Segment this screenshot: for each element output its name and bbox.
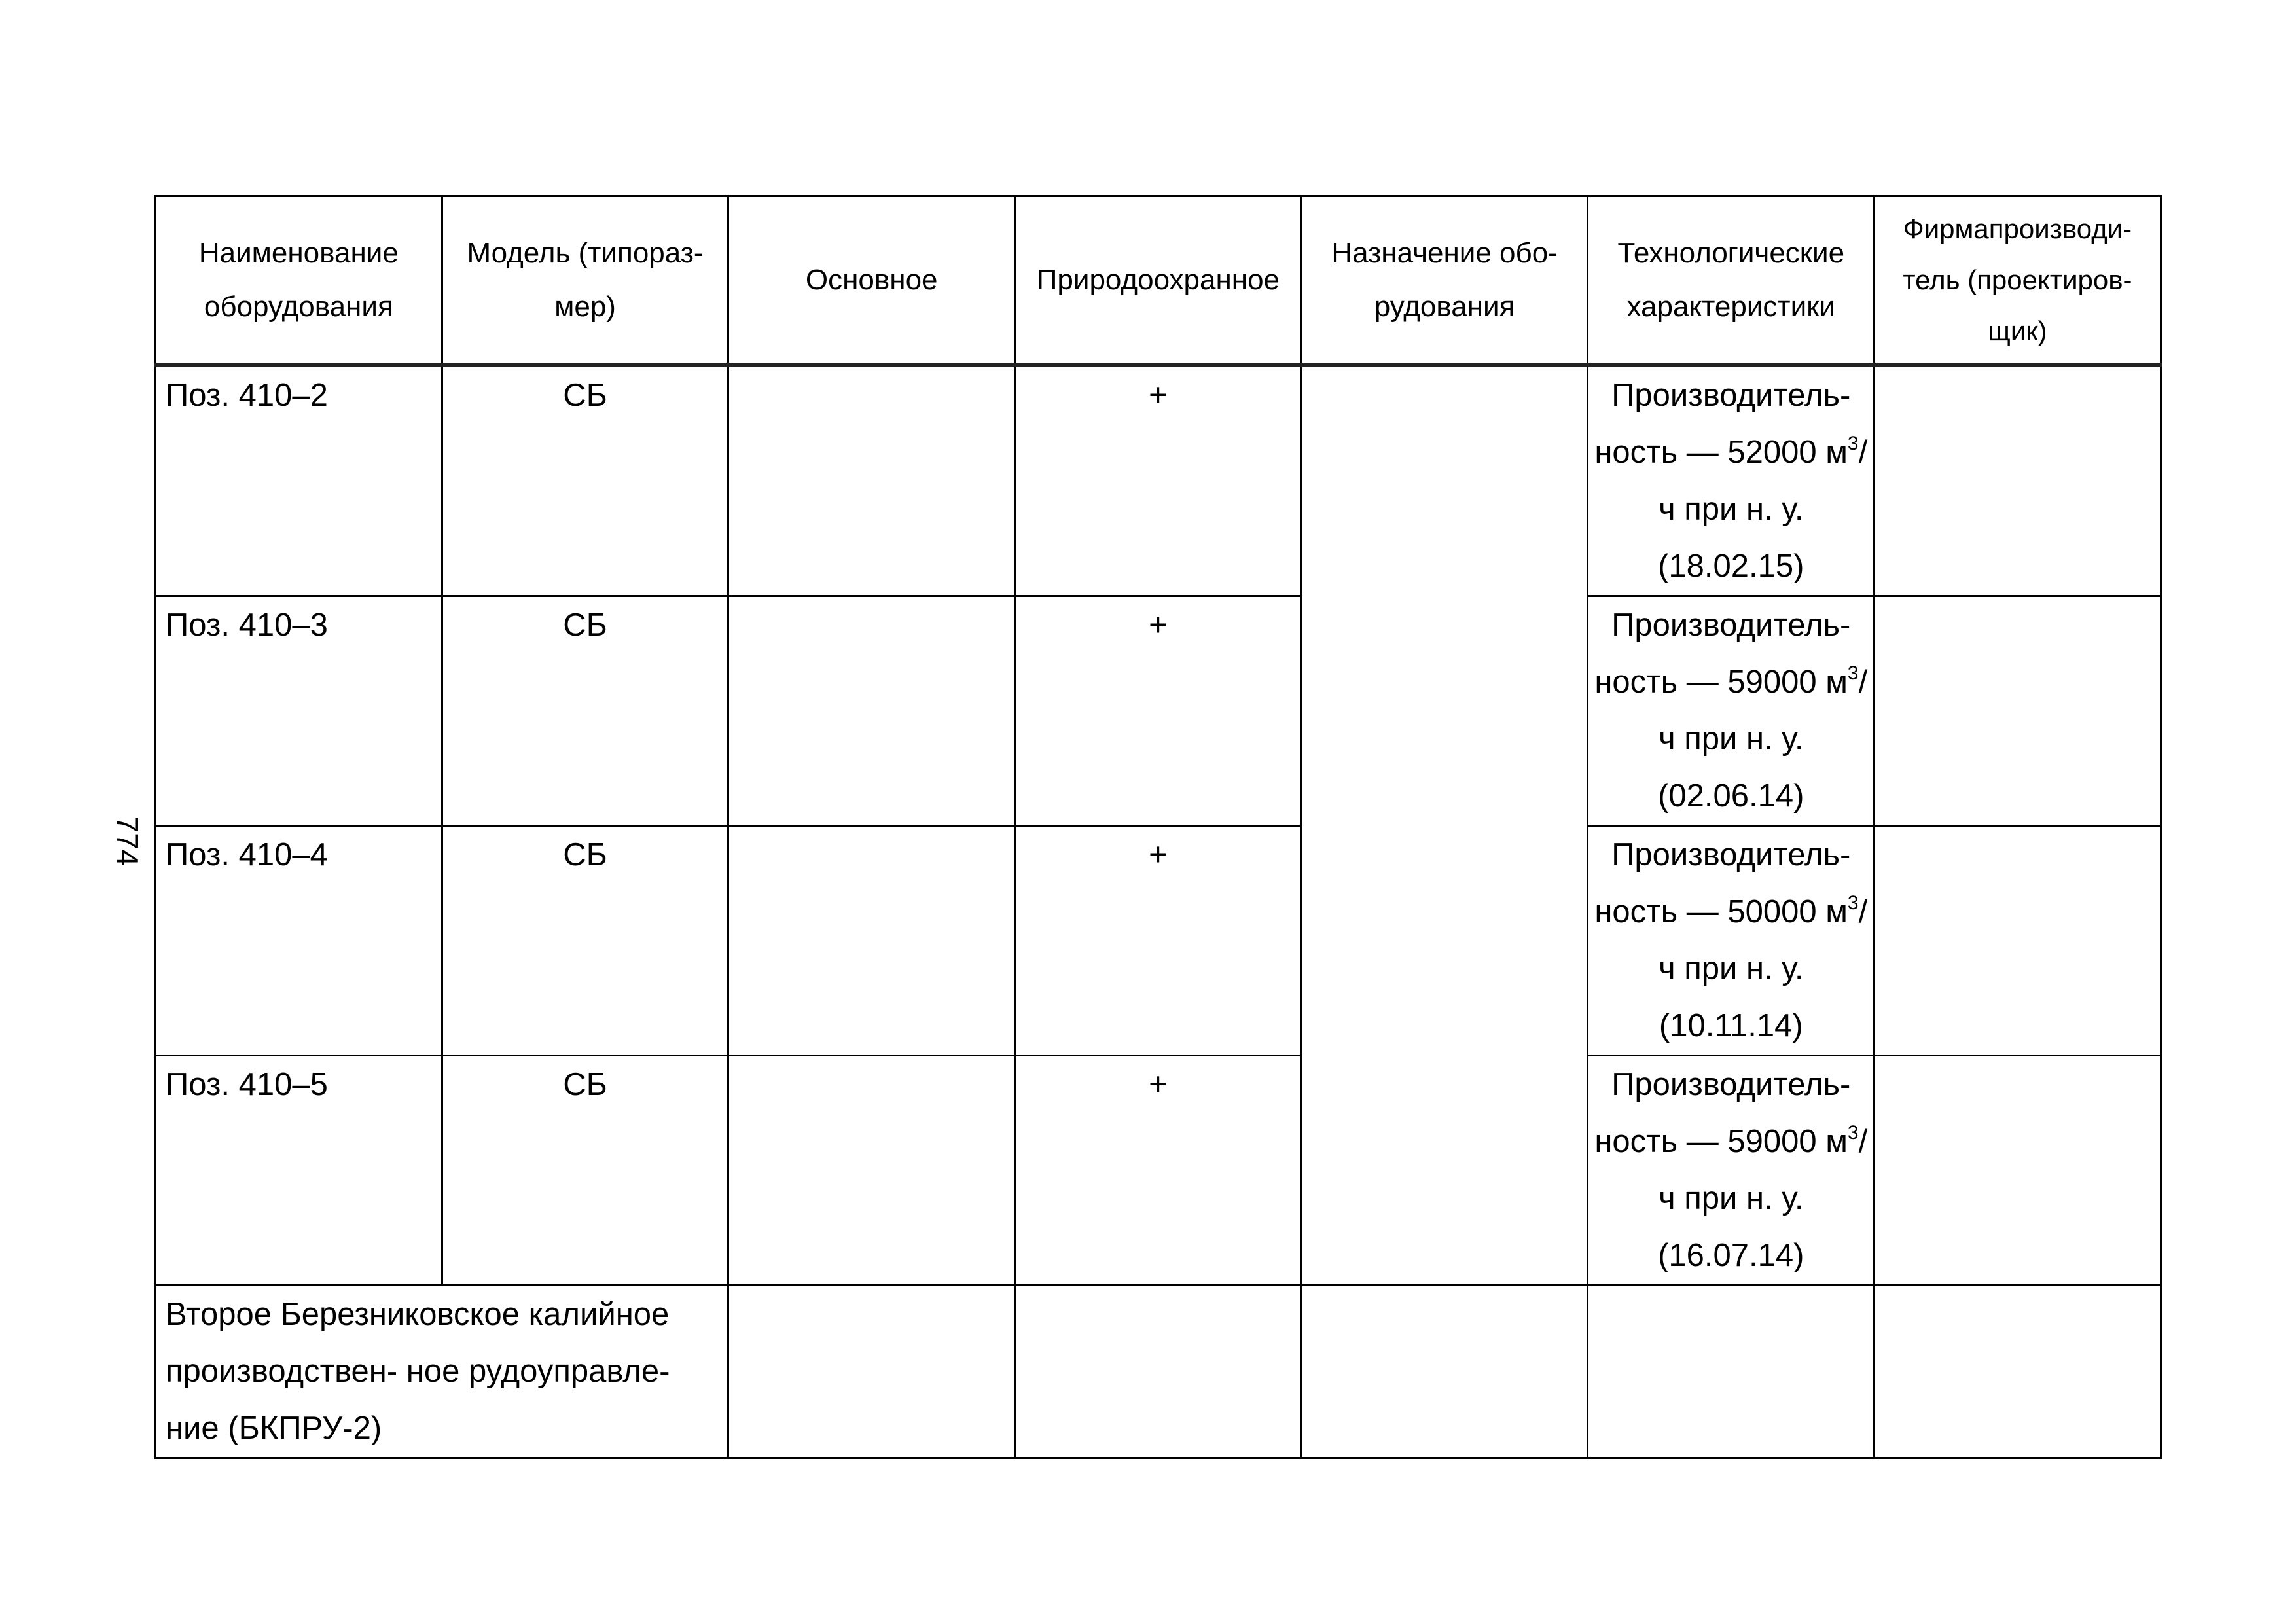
header-manufacturer: Фирмапроизводи- тель (проектиров- щик) [1874,196,2161,365]
equipment-table [154,195,2162,1459]
row-tech-cell [1588,596,1874,826]
tech-text-suffix: /ч при н. у. (18.02.15) [1658,435,1868,584]
tech-superscript: 3 [1847,433,1859,454]
tech-text: Производитель- ность — 52000 м [1594,378,1851,470]
row-tech-cell [1588,826,1874,1056]
tech-text-suffix: /ч при н. у. (02.06.14) [1658,664,1868,814]
organization-name-cell: Второе Березниковское калийное производствен- ное рудоуправле- ние (БКПРУ-2) [156,1286,728,1458]
table-row [156,365,2161,596]
row-environmental-cell: + [1015,826,1302,1056]
row-name-cell: Поз. 410–5 [156,1056,442,1286]
header-model: Модель (типораз- мер) [442,196,728,365]
organization-tech-cell [1588,1286,1874,1458]
header-environmental: Природоохранное [1015,196,1302,365]
header-purpose: Назначение обо- рудования [1301,196,1588,365]
tech-text-suffix: /ч при н. у. (16.07.14) [1658,1124,1868,1273]
tech-superscript: 3 [1847,662,1859,684]
row-environmental-cell: + [1015,365,1302,596]
row-tech-cell [1588,365,1874,596]
header-tech: Технологические характеристики [1588,196,1874,365]
organization-manufacturer-cell [1874,1286,2161,1458]
page-number: 774 [111,816,145,867]
row-manufacturer-cell [1874,1056,2161,1286]
table-header-row [156,196,2161,365]
row-model-cell: СБ [442,1056,728,1286]
row-name-cell: Поз. 410–2 [156,365,442,596]
tech-text: Производитель- ность — 59000 м [1594,1067,1851,1159]
row-tech-cell [1588,1056,1874,1286]
purpose-merged-cell [1301,365,1588,1286]
row-environmental-cell: + [1015,1056,1302,1286]
tech-text-suffix: /ч при н. у. (10.11.14) [1659,894,1868,1043]
table-row [156,596,2161,826]
table-row [156,1056,2161,1286]
tech-text: Производитель- ность — 59000 м [1594,607,1851,700]
table-row [156,826,2161,1056]
tech-superscript: 3 [1847,1122,1859,1144]
row-environmental-cell: + [1015,596,1302,826]
row-model-cell: СБ [442,596,728,826]
organization-environmental-cell [1015,1286,1302,1458]
row-manufacturer-cell [1874,596,2161,826]
organization-purpose-cell [1301,1286,1588,1458]
row-main-cell [728,826,1015,1056]
row-main-cell [728,1056,1015,1286]
tech-superscript: 3 [1847,892,1859,914]
row-main-cell [728,365,1015,596]
row-manufacturer-cell [1874,826,2161,1056]
organization-main-cell [728,1286,1015,1458]
header-equipment-name: Наименование оборудования [156,196,442,365]
tech-text: Производитель- ность — 50000 м [1594,837,1851,929]
row-main-cell [728,596,1015,826]
row-name-cell: Поз. 410–3 [156,596,442,826]
header-main: Основное [728,196,1015,365]
row-manufacturer-cell [1874,365,2161,596]
row-name-cell: Поз. 410–4 [156,826,442,1056]
row-model-cell: СБ [442,826,728,1056]
row-model-cell: СБ [442,365,728,596]
table-row-organization [156,1286,2161,1458]
